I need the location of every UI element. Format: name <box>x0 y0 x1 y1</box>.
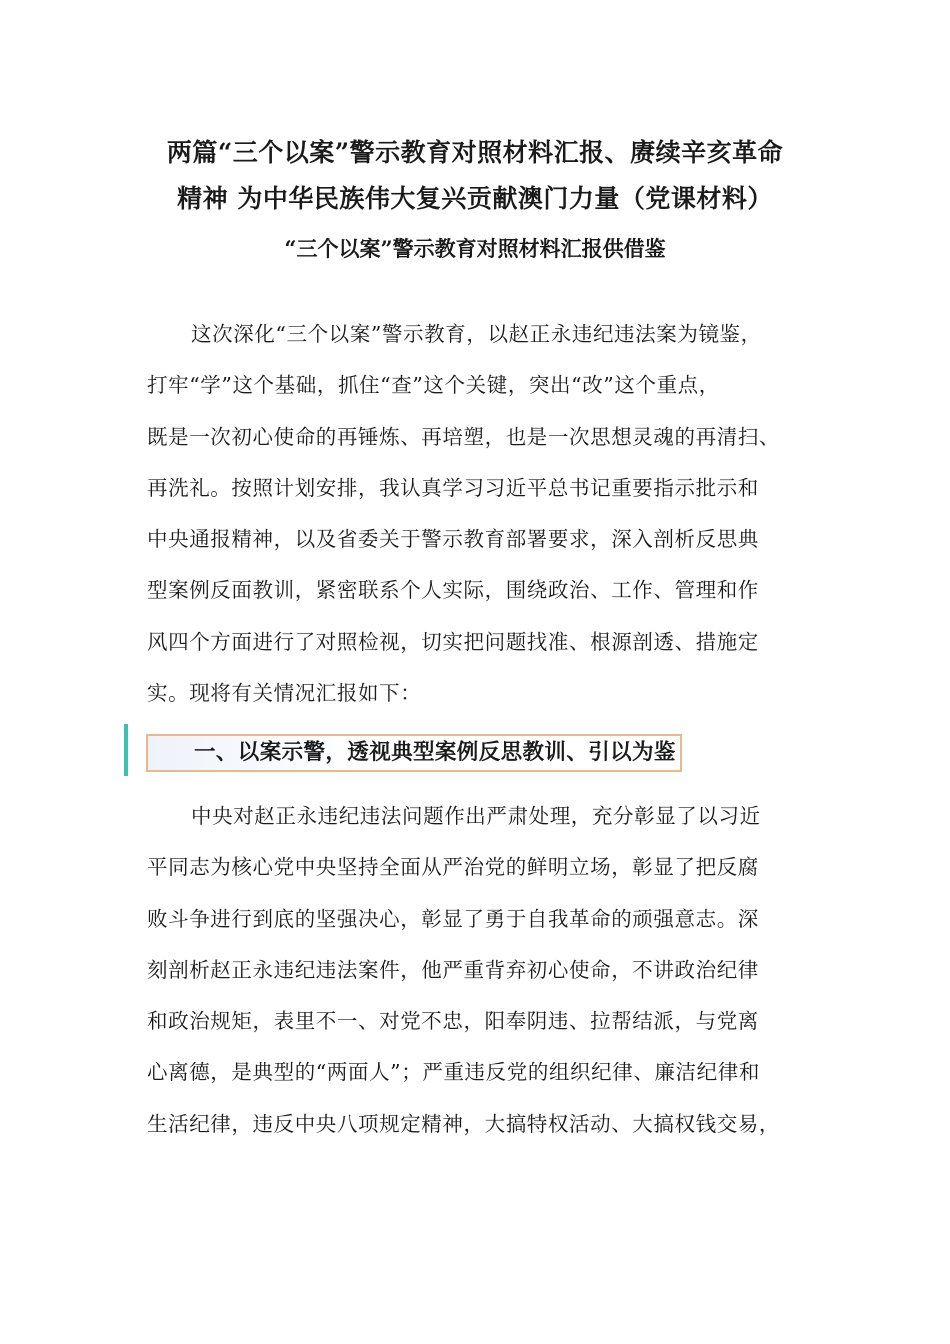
paragraph-line: 中央通报精神，以及省委关于警示教育部署要求，深入剖析反思典 <box>147 527 759 552</box>
paragraph-line: 风四个方面进行了对照检视，切实把问题找准、根源剖透、措施定 <box>147 629 759 654</box>
paragraph-line: 生活纪律，违反中央八项规定精神，大搞特权活动、大搞权钱交易， <box>147 1111 780 1136</box>
paragraph-line: 中央对赵正永违纪违法问题作出严肃处理，充分彰显了以习近 <box>191 804 761 828</box>
section-heading: 一、以案示警，透视典型案例反思教训、引以为鉴 <box>146 734 682 772</box>
section-heading-block <box>124 724 724 776</box>
paragraph-line: 刻剖析赵正永违纪违法案件，他严重背弃初心使命，不讲政治纪律 <box>147 957 759 982</box>
paragraph-line: 心离德，是典型的“两面人”；严重违反党的组织纪律、廉洁纪律和 <box>147 1060 760 1085</box>
paragraph-line: 打牢“学”这个基础，抓住“查”这个关键，突出“改”这个重点， <box>147 373 720 398</box>
document-subtitle: “三个以案”警示教育对照材料汇报供借鉴 <box>284 236 666 261</box>
paragraph-line: 再洗礼。按照计划安排，我认真学习习近平总书记重要指示批示和 <box>147 475 759 500</box>
title-line: 精神 为中华民族伟大复兴贡献澳门力量（党课材料） <box>177 184 773 213</box>
paragraph-line: 和政治规矩，表里不一、对党不忠，阳奉阴违、拉帮结派，与党离 <box>147 1009 759 1034</box>
paragraph-line: 这次深化“三个以案”警示教育，以赵正永违纪违法案为镜鉴， <box>191 322 762 346</box>
section-accent-bar <box>124 724 128 776</box>
paragraph-line: 既是一次初心使命的再锤炼、再培塑，也是一次思想灵魂的再清扫、 <box>147 424 780 449</box>
paragraph-section1 <box>147 791 807 1150</box>
paragraph-intro <box>147 309 807 719</box>
title-line: 两篇“三个以案”警示教育对照材料汇报、赓续辛亥革命 <box>166 138 784 167</box>
document-title <box>120 130 830 222</box>
paragraph-line: 实。现将有关情况汇报如下： <box>147 681 422 706</box>
paragraph-line: 型案例反面教训，紧密联系个人实际，围绕政治、工作、管理和作 <box>147 578 759 603</box>
paragraph-line: 平同志为核心党中央坚持全面从严治党的鲜明立场，彰显了把反腐 <box>147 855 759 880</box>
paragraph-line: 败斗争进行到底的坚强决心，彰显了勇于自我革命的顽强意志。深 <box>147 906 759 931</box>
